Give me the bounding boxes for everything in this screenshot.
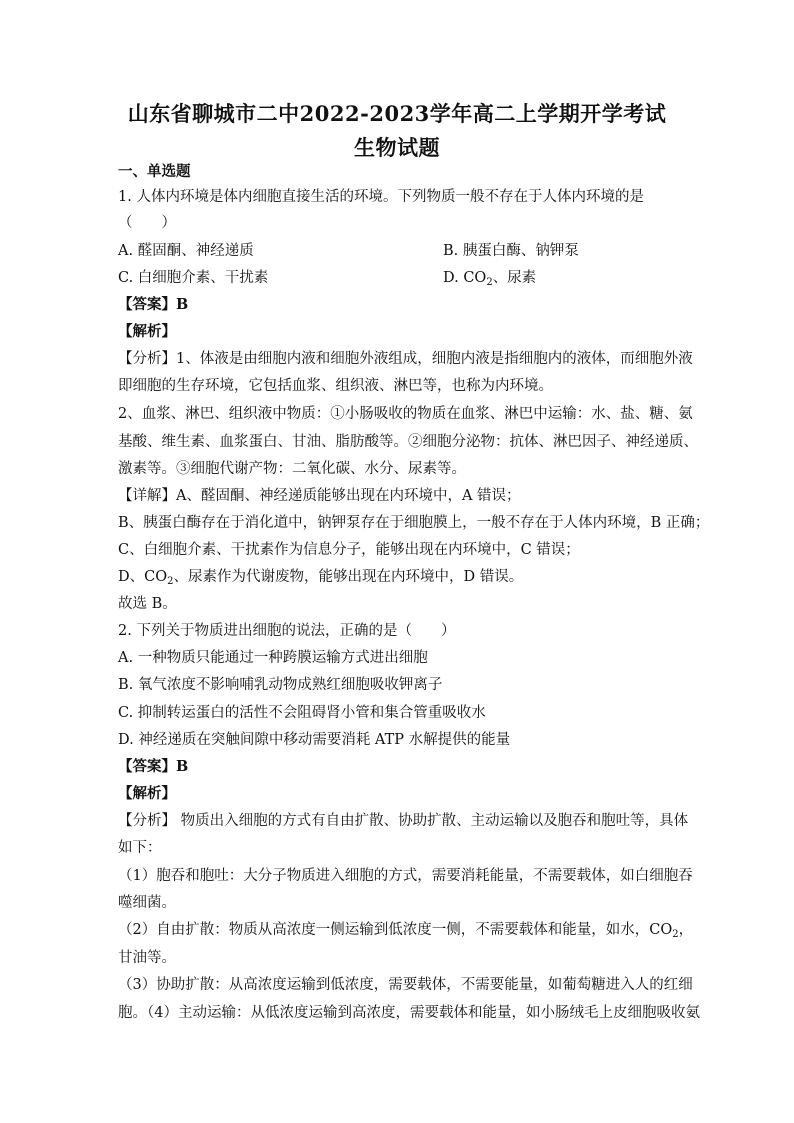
q1-analysis-label: 【解析】 [118,323,176,340]
q1-conclusion: 故选 B。 [118,596,177,612]
q2-analysis-label: 【解析】 [118,785,176,802]
q2-item3-line2: 胞。（4）主动运输：从低浓度运输到高浓度，需要载体和能量，如小肠绒毛上皮细胞吸收氨 [118,1005,700,1021]
q2-answer: 【答案】B [118,758,189,775]
q1-stem-line1: 1. 人体内环境是体内细胞直接生活的环境。下列物质一般不存在于人体内环境的是 [118,189,644,205]
q2-item2-line2: 甘油等。 [118,950,176,966]
q2-option-c: C. 抑制转运蛋白的活性不会阻碍肾小管和集合管重吸收水 [118,705,486,721]
q2-fenxi-line1: 【分析】 物质出入细胞的方式有自由扩散、协助扩散、主动运输以及胞吞和胞吐等，具体 [118,813,689,829]
q2-item1-line1: （1）胞吞和胞吐：大分子物质进入细胞的方式，需要消耗能量，不需要载体，如白细胞吞 [118,868,693,884]
q2-option-d: D. 神经递质在突触间隙中移动需要消耗 ATP 水解提供的能量 [118,732,511,748]
q2-fenxi-line2: 如下： [118,840,162,856]
q1-fenxi-line3: 2、血浆、淋巴、组织液中物质：①小肠吸收的物质在血浆、淋巴中运输：水、盐、糖、氨 [118,406,693,422]
q2-option-a: A. 一种物质只能通过一种跨膜运输方式进出细胞 [118,650,428,666]
q1-fenxi-line5: 激素等。③细胞代谢产物：二氧化碳、水分、尿素等。 [118,461,466,477]
q1-fenxi-line4: 基酸、维生素、血浆蛋白、甘油、脂肪酸等。②细胞分泌物：抗体、淋巴因子、神经递质、 [118,434,698,450]
q1-option-c: C. 白细胞介素、干扰素 [118,270,269,286]
q2-stem: 2. 下列关于物质进出细胞的说法，正确的是（ ） [118,623,456,639]
q1-xiangjie-line3: C、白细胞介素、干扰素作为信息分子，能够出现在内环境中，C 错误； [118,542,580,558]
document-title-line2: 生物试题 [354,135,440,160]
section-heading: 一、单选题 [118,163,191,180]
q1-fenxi-line1: 【分析】1、体液是由细胞内液和细胞外液组成，细胞内液是指细胞内的液体，而细胞外液 [118,351,693,367]
q1-option-a: A. 醛固酮、神经递质 [118,243,254,259]
q1-fenxi-line2: 即细胞的生存环境，它包括血浆、组织液、淋巴等，也称为内环境。 [118,378,553,394]
q1-xiangjie-line1: 【详解】A、醛固酮、神经递质能够出现在内环境中，A 错误； [118,488,521,504]
q1-xiangjie-line2: B、胰蛋白酶存在于消化道中，钠钾泵存在于细胞膜上，一般不存在于人体内环境，B 正确； [118,515,710,531]
q2-item1-line2: 噬细菌。 [118,895,176,911]
q2-item2-line1: （2）自由扩散：物质从高浓度一侧运输到低浓度一侧，不需要载体和能量，如水，$CO_2$， [118,922,694,940]
q1-option-b: B. 胰蛋白酶、钠钾泵 [443,243,579,259]
q1-xiangjie-line4: D、$CO_2$、尿素作为代谢废物，能够出现在内环境中，D 错误。 [118,569,524,587]
q2-option-b: B. 氧气浓度不影响哺乳动物成熟红细胞吸收钾离子 [118,677,443,693]
document-title-line1: 山东省聊城市二中2022-2023学年高二上学期开学考试 [127,101,667,126]
q1-option-d: D. $CO_2$、尿素 [443,270,537,288]
q2-item3-line1: （3）协助扩散：从高浓度运输到低浓度，需要载体，不需要能量，如葡萄糖进入人的红细 [118,977,693,993]
q1-answer: 【答案】B [118,296,189,313]
q1-stem-line2: （ ） [118,215,176,231]
